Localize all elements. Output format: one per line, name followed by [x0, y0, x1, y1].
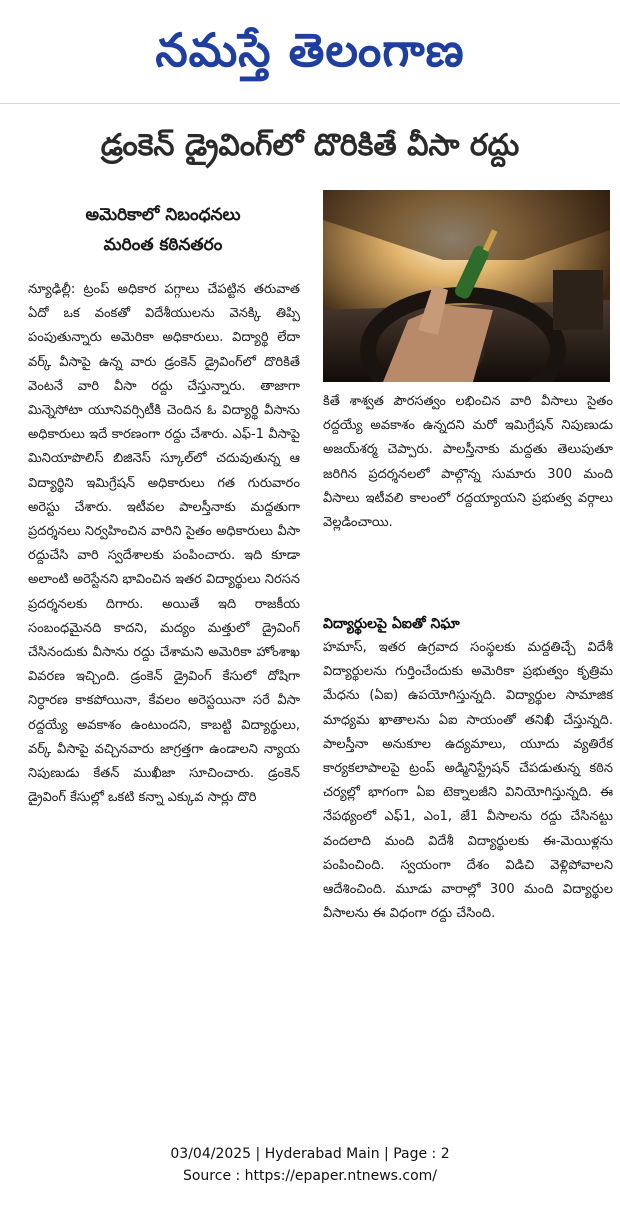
- masthead: [0, 0, 620, 100]
- article-right-column-bottom: [323, 636, 613, 926]
- footer-source: Source : https://epaper.ntnews.com/: [182, 1168, 438, 1184]
- article-headline: డ్రంకెన్ డ్రైవింగ్‌లో దొరికితే వీసా రద్దు: [100, 128, 520, 163]
- drunk-driving-photo: [323, 190, 610, 382]
- page-footer: [0, 1143, 620, 1187]
- article-subheadline: [28, 200, 298, 260]
- section-heading: విద్యార్థులపై ఏఐతో నిఘా: [323, 616, 460, 632]
- subheadline-line-1: అమెరికాలో నిబంధనలు: [85, 205, 241, 225]
- article-left-column: [28, 278, 300, 838]
- drunk-driving-photo-illustration: [323, 190, 610, 382]
- left-column-paragraph: న్యూఢిల్లీ: ట్రంప్ అధికార పగ్గాలు చేపట్టిన తరువాత ఏదో ఒక వంకతో విదేశీయులను వెనక్కి తిప్పి పంపుతున్నారు అమెరికా అధికారులు. విద్యార్థి లేదా వర్క్ వీసాపై ఉన్న వారు డ్రంకెన్ డ్రైవింగ్‌లో దొరికితే వెంటనే వారి వీసా రద్దు చేస్తున్నారు. తాజాగా మిన్నెసోటా యూనివర్సిటీకి చెందిన ఓ విద్యార్థి వీసాను అధికారులు ఇదే కారణంగా రద్దు చేశారు. ఎఫ్-1 వీసాపై మినియాపొలిస్ బిజినెస్ స్కూల్‌లో చదువుతున్న ఆ విద్యార్థిని ఇమిగ్రేషన్ అధికారులు గత గురువారం అరెస్టు చేశారు. ఇటీవల పాలస్తీనాకు మద్దతుగా ప్రదర్శనలు నిర్వహించిన వారిని సైతం అధికారులు వీసా రద్దుచేసి వారి స్వదేశాలకు పంపించారు. ఇది కూడా అలాంటి అరెస్టేనని భావించిన ఇతర విద్యార్థులు నిరసన ప్రదర్శనలకు దిగారు. అయితే ఇది రాజకీయ సంబంధమైనది కాదని, మద్యం మత్తులో డ్రైవింగ్ చేసినందుకు వీసాను రద్దు చేశామని అమెరికా హోంశాఖ వివరణ ఇచ్చింది. డ్రంకెన్ డ్రైవింగ్ కేసులో దోషిగా నిర్ధారణ కాకపోయినా, కేవలం అరెస్టయినా సరే వీసా రద్దయ్యే అవకాశం ఉంటుందని, కాబట్టి విద్యార్థులు, వర్క్ వీసాపై వచ్చినవారు జాగ్రత్తగా ఉండాలని న్యాయ నిపుణుడు కేతన్ ముఖీజా సూచించారు. డ్రంకెన్ డ్రైవింగ్ కేసుల్లో ఒకటి కన్నా ఎక్కువ సార్లు దొరి: [28, 282, 300, 806]
- subheadline-line-2: మరింత కఠినతరం: [103, 235, 223, 255]
- right-column-bottom-paragraph: హమాస్, ఇతర ఉగ్రవాద సంస్థలకు మద్దతిచ్చే విదేశీ విద్యార్థులను గుర్తించేందుకు అమెరికా ప్రభుత్వం కృత్రిమ మేధను (ఏఐ) ఉపయోగిస్తున్నది. విద్యార్థుల సామాజిక మాధ్యమ ఖాతాలను ఏఐ సాయంతో తనిఖీ చేస్తున్నది. పాలస్తీనా అనుకూల ఉద్యమాలు, యూదు వ్యతిరేక కార్యకలాపాలపై ట్రంప్ అడ్మినిస్ట్రేషన్ చేపడుతున్న కఠిన చర్యల్లో భాగంగా ఏఐ టెక్నాలజీని వినియోగిస్తున్నది. ఈ నేపథ్యంలో ఎఫ్1, ఎం1, జే1 వీసాలను రద్దు చేసినట్టు వందలాది మంది విదేశీ విద్యార్థులకు ఈ-మెయిళ్లను పంపించింది. స్వయంగా దేశం విడిచి వెళ్లిపోవాలని ఆదేశించింది. మూడు వారాల్లో 300 మంది విద్యార్థుల వీసాలను ఈ విధంగా రద్దు చేసింది.: [323, 640, 613, 922]
- article-right-column-top: [323, 390, 613, 535]
- masthead-divider: [0, 103, 620, 104]
- footer-date-edition: 03/04/2025 | Hyderabad Main | Page : 2: [170, 1146, 450, 1162]
- right-column-top-paragraph: కితే శాశ్వత పౌరసత్వం లభించిన వారి వీసాలు సైతం రద్దయ్యే అవకాశం ఉన్నదని మరో ఇమిగ్రేషన్ నిపుణుడు అజయ్‌శర్మ చెప్పారు. పాలస్తీనాకు మద్దతు తెలుపుతూ జరిగిన ప్రదర్శనలలో పాల్గొన్న సుమారు 300 మంది వీసాలు ఇటీవలి కాలంలో రద్దయ్యాయని ప్రభుత్వ వర్గాలు వెల్లడించాయి.: [323, 394, 613, 531]
- masthead-title: నమస్తే తెలంగాణ: [155, 23, 465, 77]
